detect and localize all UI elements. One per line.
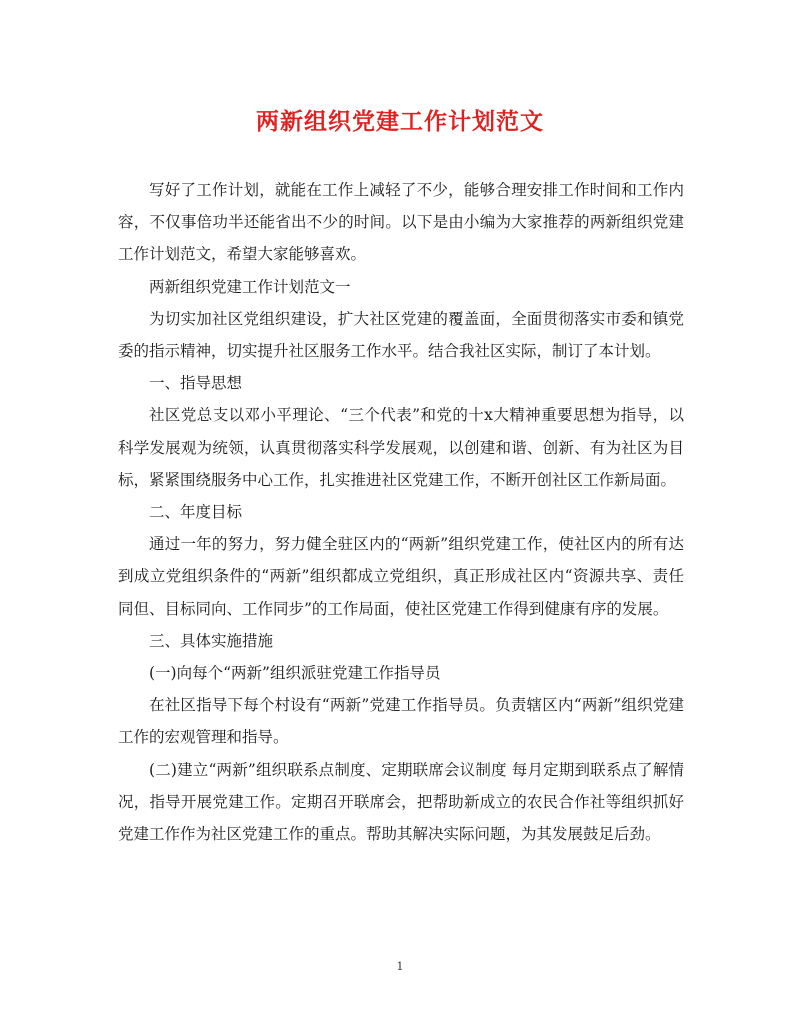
subsection-heading-one: (一)向每个“两新”组织派驻党建工作指导员: [149, 664, 441, 683]
body-paragraph: (二)建立“两新”组织联系点制度、定期联席会议制度 每月定期到联系点了解情况，指导开展党建工作。定期召开联席会，把帮助新成立的农民合作社等组织抓好党建工作作为社区党建工作的重点。帮助其解决实际问题，为其发展鼓足后劲。: [118, 760, 684, 844]
body-paragraph: 为切实加社区党组织建设，扩大社区党建的覆盖面，全面贯彻落实市委和镇党委的指示精神，切实提升社区服务工作水平。结合我社区实际，制订了本计划。: [118, 309, 684, 361]
intro-paragraph: 写好了工作计划，就能在工作上减轻了不少，能够合理安排工作时间和工作内容，不仅事倍功半还能省出不少的时间。以下是由小编为大家推荐的两新组织党建工作计划范文，希望大家能够喜欢。: [118, 181, 684, 264]
document-title: 两新组织党建工作计划范文: [256, 108, 544, 135]
body-paragraph: 通过一年的努力，努力健全驻区内的“两新”组织党建工作，使社区内的所有达到成立党组织条件的“两新”组织都成立党组织，真正形成社区内“资源共享、责任同但、目标同向、工作同步”的工作局面，使社区党建工作得到健康有序的发展。: [118, 535, 684, 618]
section-heading-measures: 三、具体实施措施: [149, 631, 274, 650]
page-number: 1: [396, 960, 404, 973]
document-body: [118, 174, 684, 850]
body-paragraph: 社区党总支以邓小平理论、“三个代表”和党的十x大精神重要思想为指导，以科学发展观为统领，认真贯彻落实科学发展观，以创建和谐、创新、有为社区为目标，紧紧围绕服务中心工作，扎实推进社区党建工作，不断开创社区工作新局面。: [118, 406, 684, 489]
section-heading-sample-one: 两新组织党建工作计划范文一: [149, 277, 351, 296]
section-heading-guiding-ideology: 一、指导思想: [149, 374, 243, 393]
body-paragraph: 在社区指导下每个村设有“两新”党建工作指导员。负责辖区内“两新”组织党建工作的宏观管理和指导。: [118, 696, 684, 747]
section-heading-annual-goals: 二、年度目标: [149, 503, 243, 522]
